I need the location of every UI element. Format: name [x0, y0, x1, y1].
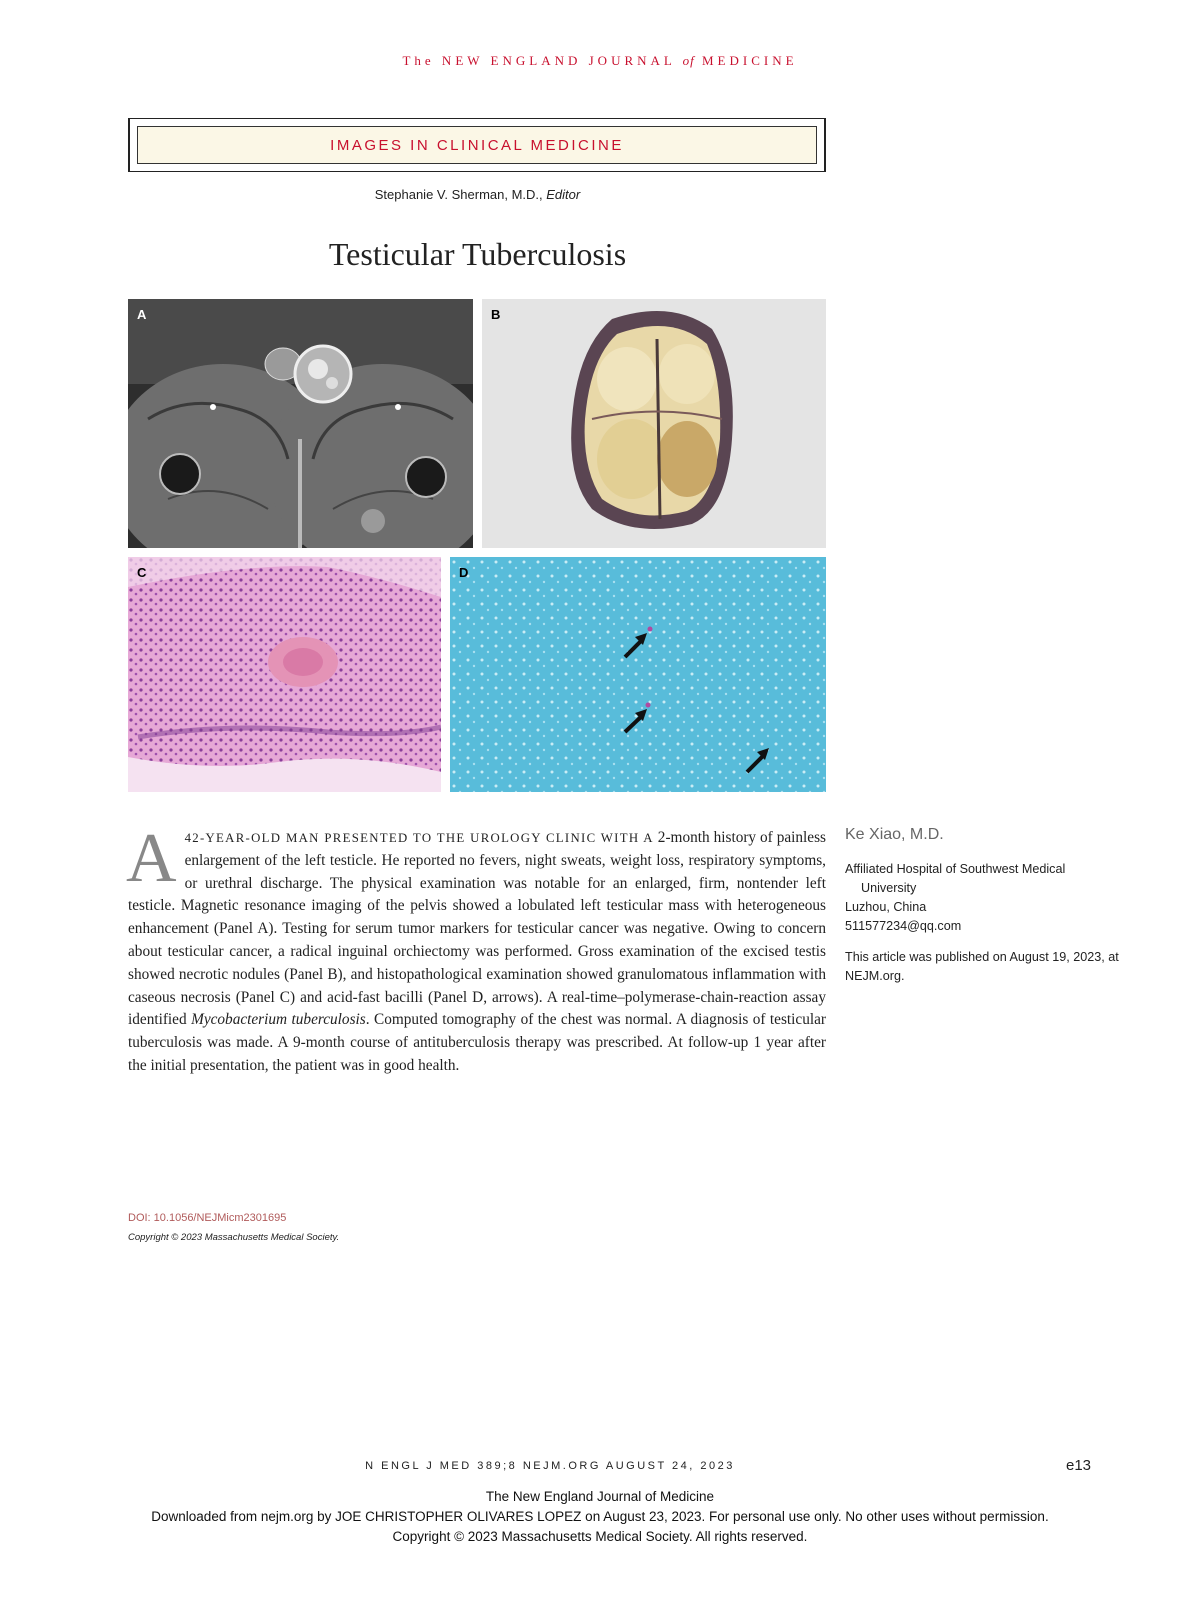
page-number: e13 [1066, 1457, 1092, 1474]
mri-illustration [128, 299, 473, 548]
author-email[interactable]: 511577234@qq.com [845, 919, 962, 933]
journal-masthead [0, 53, 1200, 69]
panel-label-a: A [137, 307, 147, 322]
article-body [126, 820, 826, 1078]
masthead-of: of [682, 53, 695, 68]
download-journal-name: The New England Journal of Medicine [485, 1489, 715, 1504]
body-text-2: . Computed tomography of the chest was normal. A diagnosis of testicular tuberculosis was made. A 9-month course of antituberculosis therapy was prescribed. At follow-up 1 year after the initial presentation, the patient was in good health. [128, 1011, 826, 1074]
acid-fast-illustration [450, 557, 826, 792]
panel-label-c: C [137, 565, 147, 580]
body-text-1: 2-month history of painless enlargement of the left testicle. He reported no fevers, night sweats, weight loss, respiratory symptoms, or urethral discharge. The physical examination was notable for an enlarged, firm, nontender left testicle. Magnetic resonance imaging of the pelvis showed a lobulated left testicular mass with heterogeneous enhancement (Panel A). Testing for serum tumor markers for testicular cancer was negative. Owing to concern about testicular cancer, a radical inguinal orchiectomy was performed. Gross examination of the excised testis showed necrotic nodules (Panel B), and histopathological examination showed granulomatous inflammation with caseous necrosis (Panel C) and acid-fast bacilli (Panel D, arrows). A real-time–polymerase-chain-reaction assay identified [128, 829, 826, 1029]
author-name: Ke Xiao, M.D. [845, 826, 944, 843]
drop-cap: A [126, 820, 177, 897]
affiliation-line: University [861, 881, 917, 895]
specimen-illustration [482, 299, 826, 548]
editor-credit [0, 187, 955, 202]
section-title: IMAGES IN CLINICAL MEDICINE [330, 136, 624, 154]
panel-b-gross-specimen-image [482, 299, 826, 548]
affiliation-location: Luzhou, China [845, 900, 927, 914]
masthead-text: The NEW ENGLAND JOURNAL [402, 53, 683, 68]
panel-c-histology-image [128, 557, 441, 792]
panel-d-acid-fast-stain-image [450, 557, 826, 792]
affiliation-line: Affiliated Hospital of Southwest Medical [845, 862, 1066, 876]
section-banner [128, 118, 826, 172]
copyright-notice: Copyright © 2023 Massachusetts Medical Society. [128, 1232, 340, 1243]
editor-role: Editor [546, 187, 581, 202]
panel-a-mri-image [128, 299, 473, 548]
download-copyright: Copyright © 2023 Massachusetts Medical Society. All rights reserved. [392, 1529, 808, 1544]
publication-note: This article was published on August 19, 2023, at NEJM.org. [845, 950, 1119, 983]
lead-in: 42-YEAR-OLD MAN PRESENTED TO THE UROLOGY CLINIC WITH A [184, 831, 654, 845]
download-notice: Downloaded from nejm.org by JOE CHRISTOPHER OLIVARES LOPEZ on August 23, 2023. For personal use only. No other uses without permission. [151, 1509, 1049, 1524]
masthead-medicine: MEDICINE [694, 53, 798, 68]
histology-illustration [128, 557, 441, 792]
panel-label-d: D [459, 565, 469, 580]
organism-name: Mycobacterium tuberculosis [191, 1011, 366, 1029]
author-affiliation [845, 860, 1125, 936]
section-banner-inner [137, 126, 817, 164]
panel-label-b: B [491, 307, 501, 322]
doi-link[interactable]: DOI: 10.1056/NEJMicm2301695 [128, 1212, 287, 1224]
editor-name: Stephanie V. Sherman, M.D., [374, 187, 547, 202]
article-title: Testicular Tuberculosis [328, 236, 627, 272]
journal-footer: N ENGL J MED 389;8 NEJM.ORG AUGUST 24, 2023 [365, 1460, 735, 1472]
